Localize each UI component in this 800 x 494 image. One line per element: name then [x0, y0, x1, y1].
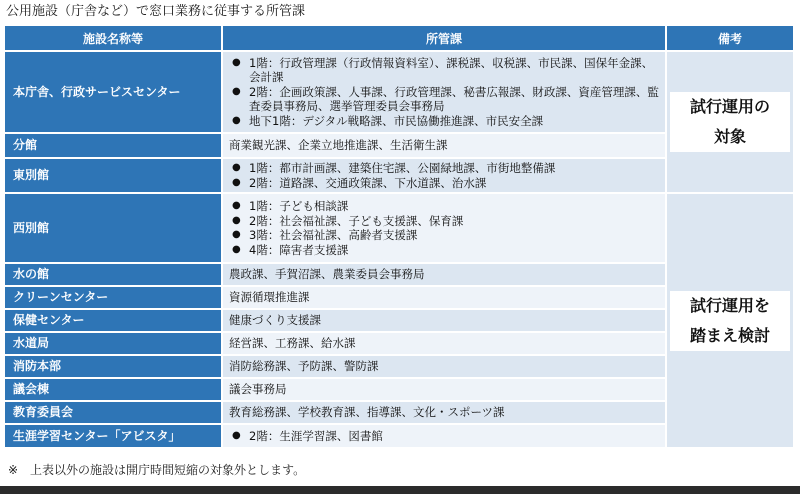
department-list [229, 56, 659, 129]
remarks-box-consider [670, 291, 790, 351]
department-cell: 議会事務局 [222, 378, 666, 401]
facility-name: 保健センター [4, 309, 222, 332]
header-department: 所管課 [222, 25, 666, 51]
department-cell: 経営課、工務課、給水課 [222, 332, 666, 355]
department-list [229, 161, 659, 190]
department-cell: 健康づくり支援課 [222, 309, 666, 332]
list-item: ● 4階：障害者支援課 [229, 243, 659, 258]
facility-name: 西別館 [4, 193, 222, 263]
department-cell [222, 424, 666, 448]
department-cell: 資源循環推進課 [222, 286, 666, 309]
list-item: ● 2階：企画政策課、人事課、行政管理課、秘書広報課、財政課、資産管理課、監査委員事務局、選挙管理委員会事務局 [229, 85, 659, 114]
list-item: ● 2階：生涯学習課、図書館 [229, 429, 659, 444]
department-cell: 消防総務課、予防課、警防課 [222, 355, 666, 378]
list-item: ● 2階：道路課、交通政策課、下水道課、治水課 [229, 176, 659, 191]
facility-name: 水の館 [4, 263, 222, 286]
header-facility: 施設名称等 [4, 25, 222, 51]
department-list [229, 199, 659, 257]
department-list [229, 429, 659, 444]
facility-table [3, 24, 795, 449]
remarks-box-trial [670, 92, 790, 152]
list-item: ● 1階：行政管理課（行政情報資料室）、課税課、収税課、市民課、国保年金課、会計課 [229, 56, 659, 85]
table-row [4, 51, 794, 133]
facility-name: 本庁舎、行政サービスセンター [4, 51, 222, 133]
list-item: ● 1階：子ども相談課 [229, 199, 659, 214]
list-item: ● 1階：都市計画課、建築住宅課、公園緑地課、市街地整備課 [229, 161, 659, 176]
facility-name: クリーンセンター [4, 286, 222, 309]
remarks-trial-line1: 試行運用の [689, 97, 770, 116]
remarks-consider-line1: 試行運用を [689, 295, 770, 315]
facility-name: 東別館 [4, 158, 222, 193]
remarks-trial-line2: 対象 [713, 127, 746, 146]
department-cell: 商業観光課、企業立地推進課、生活衛生課 [222, 133, 666, 158]
footnote: ※ 上表以外の施設は開庁時間短縮の対象外とします。 [8, 463, 306, 477]
remarks-cell-trial [666, 51, 794, 193]
facility-name: 水道局 [4, 332, 222, 355]
department-cell [222, 193, 666, 263]
remarks-consider-line2: 踏まえ検討 [689, 325, 770, 345]
facility-name: 分館 [4, 133, 222, 158]
list-item: ● 3階：社会福祉課、高齢者支援課 [229, 228, 659, 243]
department-cell: 農政課、手賀沼課、農業委員会事務局 [222, 263, 666, 286]
page-caption: 公用施設（庁舎など）で窓口業務に従事する所管課 [6, 4, 306, 19]
list-item: ● 地下1階：デジタル戦略課、市民協働推進課、市民安全課 [229, 114, 659, 129]
header-remarks: 備考 [666, 25, 794, 51]
facility-name: 消防本部 [4, 355, 222, 378]
facility-name: 議会棟 [4, 378, 222, 401]
table-row [4, 193, 794, 263]
table-header-row [4, 25, 794, 51]
department-cell [222, 158, 666, 193]
department-cell: 教育総務課、学校教育課、指導課、文化・スポーツ課 [222, 401, 666, 424]
remarks-cell-consider [666, 193, 794, 448]
facility-name: 生涯学習センター「アビスタ」 [4, 424, 222, 448]
bottom-bar [0, 486, 800, 494]
facility-name: 教育委員会 [4, 401, 222, 424]
list-item: ● 2階：社会福祉課、子ども支援課、保育課 [229, 214, 659, 229]
department-cell [222, 51, 666, 133]
